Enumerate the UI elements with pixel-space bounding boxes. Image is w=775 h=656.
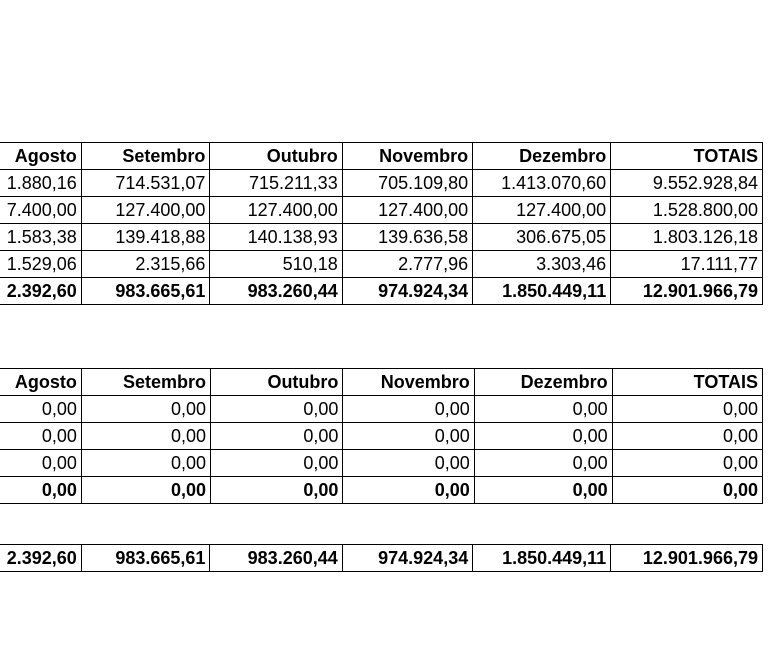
header-cell: Dezembro [474,369,612,396]
table-row [0,423,763,450]
total-cell[interactable]: 983.260,44 [210,278,342,305]
total-cell[interactable]: 0,00 [474,477,612,504]
grand-total-cell[interactable]: 974.924,34 [342,545,472,572]
header-cell: Setembro [81,143,210,170]
table-cell[interactable]: 0,00 [474,450,612,477]
table-cell[interactable]: 0,00 [81,423,210,450]
header-row [0,369,763,396]
table-cell[interactable]: 0,00 [612,423,762,450]
table-cell[interactable]: 2.315,66 [81,251,210,278]
table-row [0,396,763,423]
total-cell[interactable]: 0,00 [343,477,474,504]
header-row [0,143,763,170]
total-cell[interactable]: 974.924,34 [342,278,472,305]
table-cell[interactable]: 7.400,00 [0,197,81,224]
total-cell[interactable]: 1.850.449,11 [473,278,611,305]
table-cell[interactable]: 0,00 [211,423,343,450]
revenue-table [0,142,763,305]
table-cell[interactable]: 139.418,88 [81,224,210,251]
table-cell[interactable]: 306.675,05 [473,224,611,251]
table-cell[interactable]: 9.552.928,84 [611,170,763,197]
header-cell: Agosto [0,369,81,396]
table-cell[interactable]: 0,00 [0,450,81,477]
table-row [0,170,763,197]
table-cell[interactable]: 0,00 [343,450,474,477]
table-cell[interactable]: 127.400,00 [210,197,342,224]
header-cell: Novembro [343,369,474,396]
header-cell: TOTAIS [612,369,762,396]
table-cell[interactable]: 1.528.800,00 [611,197,763,224]
header-cell: Outubro [211,369,343,396]
total-cell[interactable]: 0,00 [81,477,210,504]
table-cell[interactable]: 1.803.126,18 [611,224,763,251]
total-cell[interactable]: 0,00 [612,477,762,504]
table-cell[interactable]: 127.400,00 [473,197,611,224]
header-cell: Dezembro [473,143,611,170]
table-cell[interactable]: 0,00 [0,396,81,423]
table-cell[interactable]: 0,00 [211,450,343,477]
table-row [0,450,763,477]
header-cell: Agosto [0,143,81,170]
table-row [0,197,763,224]
table-cell[interactable]: 1.880,16 [0,170,81,197]
total-cell[interactable]: 0,00 [211,477,343,504]
total-cell[interactable]: 983.665,61 [81,278,210,305]
grand-total-table [0,544,763,572]
table-cell[interactable]: 1.413.070,60 [473,170,611,197]
table-row [0,224,763,251]
zero-values-table [0,368,763,504]
table-cell[interactable]: 140.138,93 [210,224,342,251]
table-cell[interactable]: 1.583,38 [0,224,81,251]
table-cell[interactable]: 1.529,06 [0,251,81,278]
grand-total-cell[interactable]: 12.901.966,79 [611,545,763,572]
header-cell: Setembro [81,369,210,396]
table-cell[interactable]: 127.400,00 [342,197,472,224]
total-cell[interactable]: 0,00 [0,477,81,504]
table-cell[interactable]: 0,00 [343,396,474,423]
grand-total-cell[interactable]: 983.260,44 [210,545,342,572]
table-cell[interactable]: 127.400,00 [81,197,210,224]
table-cell[interactable]: 0,00 [211,396,343,423]
total-cell[interactable]: 12.901.966,79 [611,278,763,305]
total-row [0,278,763,305]
table-cell[interactable]: 17.111,77 [611,251,763,278]
table-cell[interactable]: 714.531,07 [81,170,210,197]
table-cell[interactable]: 0,00 [612,396,762,423]
table-cell[interactable]: 0,00 [81,396,210,423]
table-cell[interactable]: 0,00 [474,423,612,450]
table-row [0,251,763,278]
table-cell[interactable]: 510,18 [210,251,342,278]
table-cell[interactable]: 0,00 [0,423,81,450]
header-cell: Outubro [210,143,342,170]
table-cell[interactable]: 0,00 [343,423,474,450]
table-cell[interactable]: 2.777,96 [342,251,472,278]
total-cell[interactable]: 2.392,60 [0,278,81,305]
header-cell: TOTAIS [611,143,763,170]
grand-total-cell[interactable]: 983.665,61 [81,545,210,572]
table-cell[interactable]: 0,00 [81,450,210,477]
table-cell[interactable]: 3.303,46 [473,251,611,278]
table-cell[interactable]: 139.636,58 [342,224,472,251]
grand-total-row [0,545,763,572]
table-cell[interactable]: 0,00 [612,450,762,477]
total-row [0,477,763,504]
grand-total-cell[interactable]: 1.850.449,11 [473,545,611,572]
table-cell[interactable]: 0,00 [474,396,612,423]
grand-total-cell[interactable]: 2.392,60 [0,545,81,572]
table-cell[interactable]: 705.109,80 [342,170,472,197]
header-cell: Novembro [342,143,472,170]
table-cell[interactable]: 715.211,33 [210,170,342,197]
